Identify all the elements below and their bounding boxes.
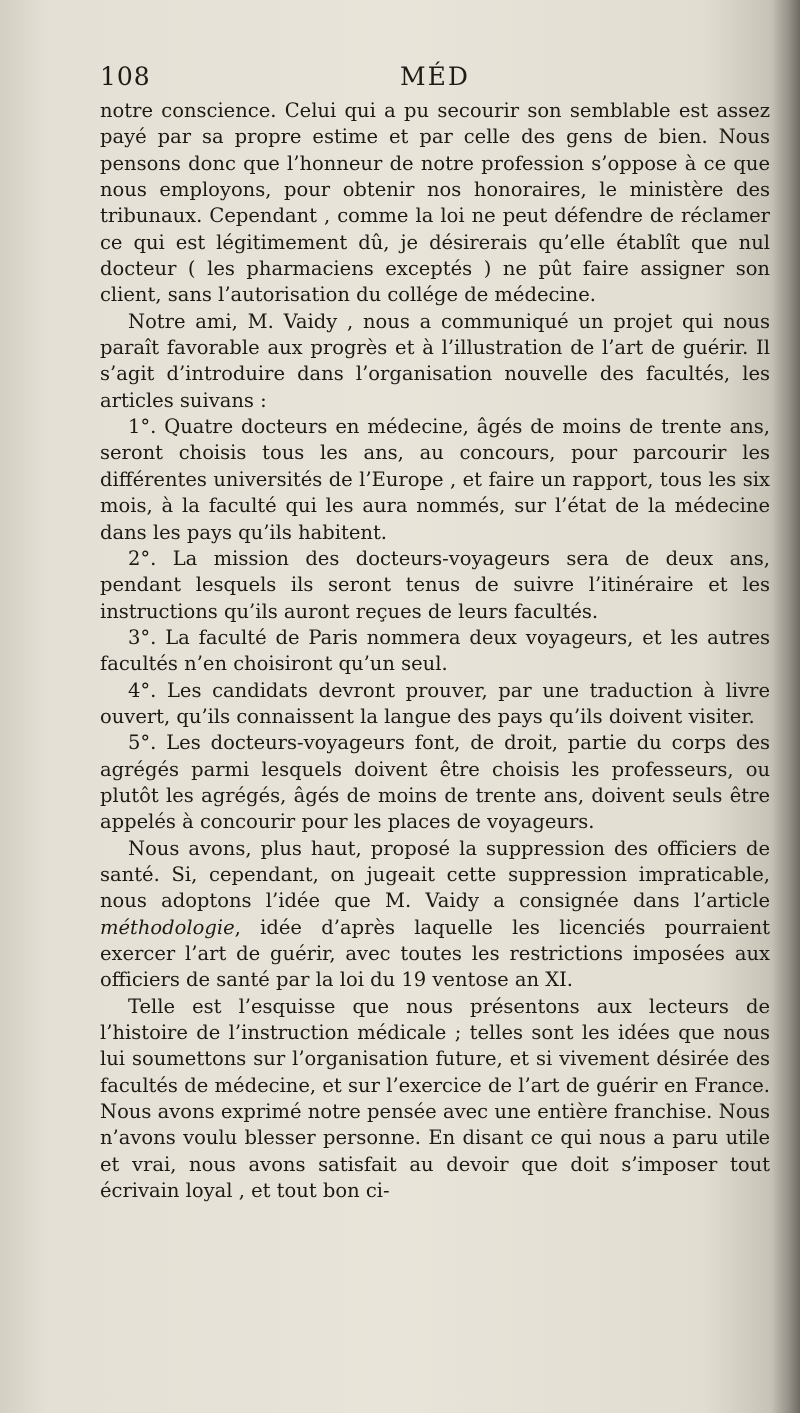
article-3: 3°. La faculté de Paris nommera deux voyageurs, et les autres facultés n’en choisiront qu’un seul.	[100, 625, 770, 676]
running-head: MÉD	[400, 62, 470, 91]
article-4: 4°. Les candidats devront prouver, par une traduction à livre ouvert, qu’ils connaissent la langue des pays qu’ils doivent visiter.	[100, 678, 770, 728]
paragraph-2: Notre ami, M. Vaidy , nous a communiqué un projet qui nous paraît favorable aux progrès et à l’illustration de l’art de guérir. Il s’agit d’introduire dans l’organisation nouvelle des facultés, les articles suivans :	[100, 309, 770, 412]
paragraph-conclusion: Telle est l’esquisse que nous présentons aux lecteurs de l’histoire de l’instruction médicale ; telles sont les idées que nous lui soumettons sur l’organisation future, et si vivement désirée des facultés de médecine, et sur l’exercice de l’art de guérir en France. Nous avons exprimé notre pensée avec une entière franchise. Nous n’avons voulu blesser personne. En disant ce qui nous a paru utile et vrai, nous avons satisfait au devoir que doit s’imposer tout écrivain loyal , et tout bon ci-	[100, 994, 770, 1203]
page-spine-shadow	[772, 0, 800, 1413]
page-number: 108	[100, 62, 151, 91]
paragraph-officiers-end: , idée d’après laquelle les licenciés pourraient exercer l’art de guérir, avec toutes les restrictions imposées aux officiers de santé par la loi du 19 ventose an XI.	[100, 915, 770, 992]
paragraph-1: notre conscience. Celui qui a pu secourir son semblable est assez payé par sa propre estime et par celle des gens de bien. Nous pensons donc que l’honneur de notre profession s’oppose à ce que nous employons, pour obtenir nos honoraires, le ministère des tribunaux. Cependant , comme la loi ne peut défendre de réclamer ce qui est légitimement dû, je désirerais qu’elle établît que nul docteur ( les pharmaciens exceptés ) ne pût faire assigner son client, sans l’autorisation du collége de médecine.	[100, 99, 770, 307]
italic-methodologie: méthodologie	[100, 915, 235, 939]
paragraph-officiers-start: Nous avons, plus haut, proposé la suppression des officiers de santé. Si, cependant, on jugeait cette suppression impraticable, nous adoptons l’idée que M. Vaidy a consignée dans l’article	[100, 836, 770, 913]
article-1: 1°. Quatre docteurs en médecine, âgés de moins de trente ans, seront choisis tous les ans, au concours, pour parcourir les différentes universités de l’Europe , et faire un rapport, tous les six mois, à la faculté qui les aura nommés, sur l’état de la médecine dans les pays qu’ils habitent.	[100, 415, 770, 544]
article-5: 5°. Les docteurs-voyageurs font, de droit, partie du corps des agrégés parmi lesquels doivent être choisis les professeurs, ou plutôt les agrégés, âgés de moins de trente ans, doivent seuls être appelés à concourir pour les places de voyageurs.	[100, 731, 770, 834]
body-text	[100, 98, 770, 1204]
article-2: 2°. La mission des docteurs-voyageurs sera de deux ans, pendant lesquels ils seront tenus de suivre l’itinéraire et les instructions qu’ils auront reçues de leurs facultés.	[100, 546, 770, 623]
page-header	[100, 62, 770, 96]
paragraph-officiers	[100, 836, 770, 994]
